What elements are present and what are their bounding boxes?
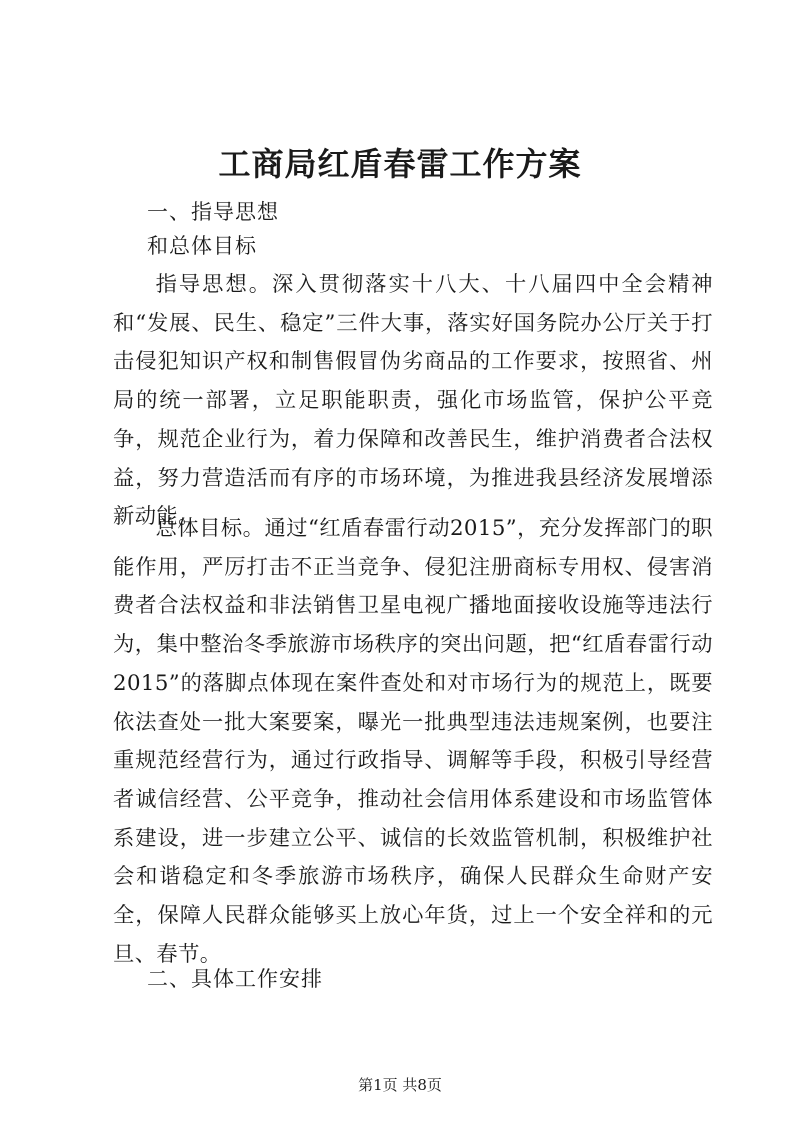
page-number: 第1页 共8页 xyxy=(358,1076,442,1094)
section-heading-work-arrangement: 二、具体工作安排 xyxy=(147,967,323,991)
paragraph-guiding-ideology: 指导思想。深入贯彻落实十八大、十八届四中全会精神和“发展、民生、稳定”三件大事，落实好国务院办公厅关于打击侵犯知识产权和制售假冒伪劣商品的工作要求，按照省、州局的统一部署，立足职能职责，强化市场监管，保护公平竞争，规范企业行为，着力保障和改善民生，维护消费者合法权益，努力营造活而有序的市场环境，为推进我县经济发展增添新动能。 xyxy=(113,272,713,530)
section-subheading-overall-goal: 和总体目标 xyxy=(147,234,257,258)
section-heading-guiding-ideology: 一、指导思想 xyxy=(147,200,279,224)
paragraph-overall-goal: 总体目标。通过“红盾春雷行动2015”，充分发挥部门的职能作用，严厉打击不正当竞争、侵犯注册商标专用权、侵害消费者合法权益和非法销售卫星电视广播地面接收设施等违法行为，集中整治冬季旅游市场秩序的突出问题，把“红盾春雷行动2015”的落脚点体现在案件查处和对市场行为的规范上，既要依法查处一批大案要案，曝光一批典型违法违规案例，也要注重规范经营行为，通过行政指导、调解等手段，积极引导经营者诚信经营、公平竞争，推动社会信用体系建设和市场监管体系建设，进一步建立公平、诚信的长效监管机制，积极维护社会和谐稳定和冬季旅游市场秩序，确保人民群众生命财产安全，保障人民群众能够买上放心年货，过上一个安全祥和的元旦、春节。 xyxy=(113,516,713,967)
document-title: 工商局红盾春雷工作方案 xyxy=(218,145,582,183)
